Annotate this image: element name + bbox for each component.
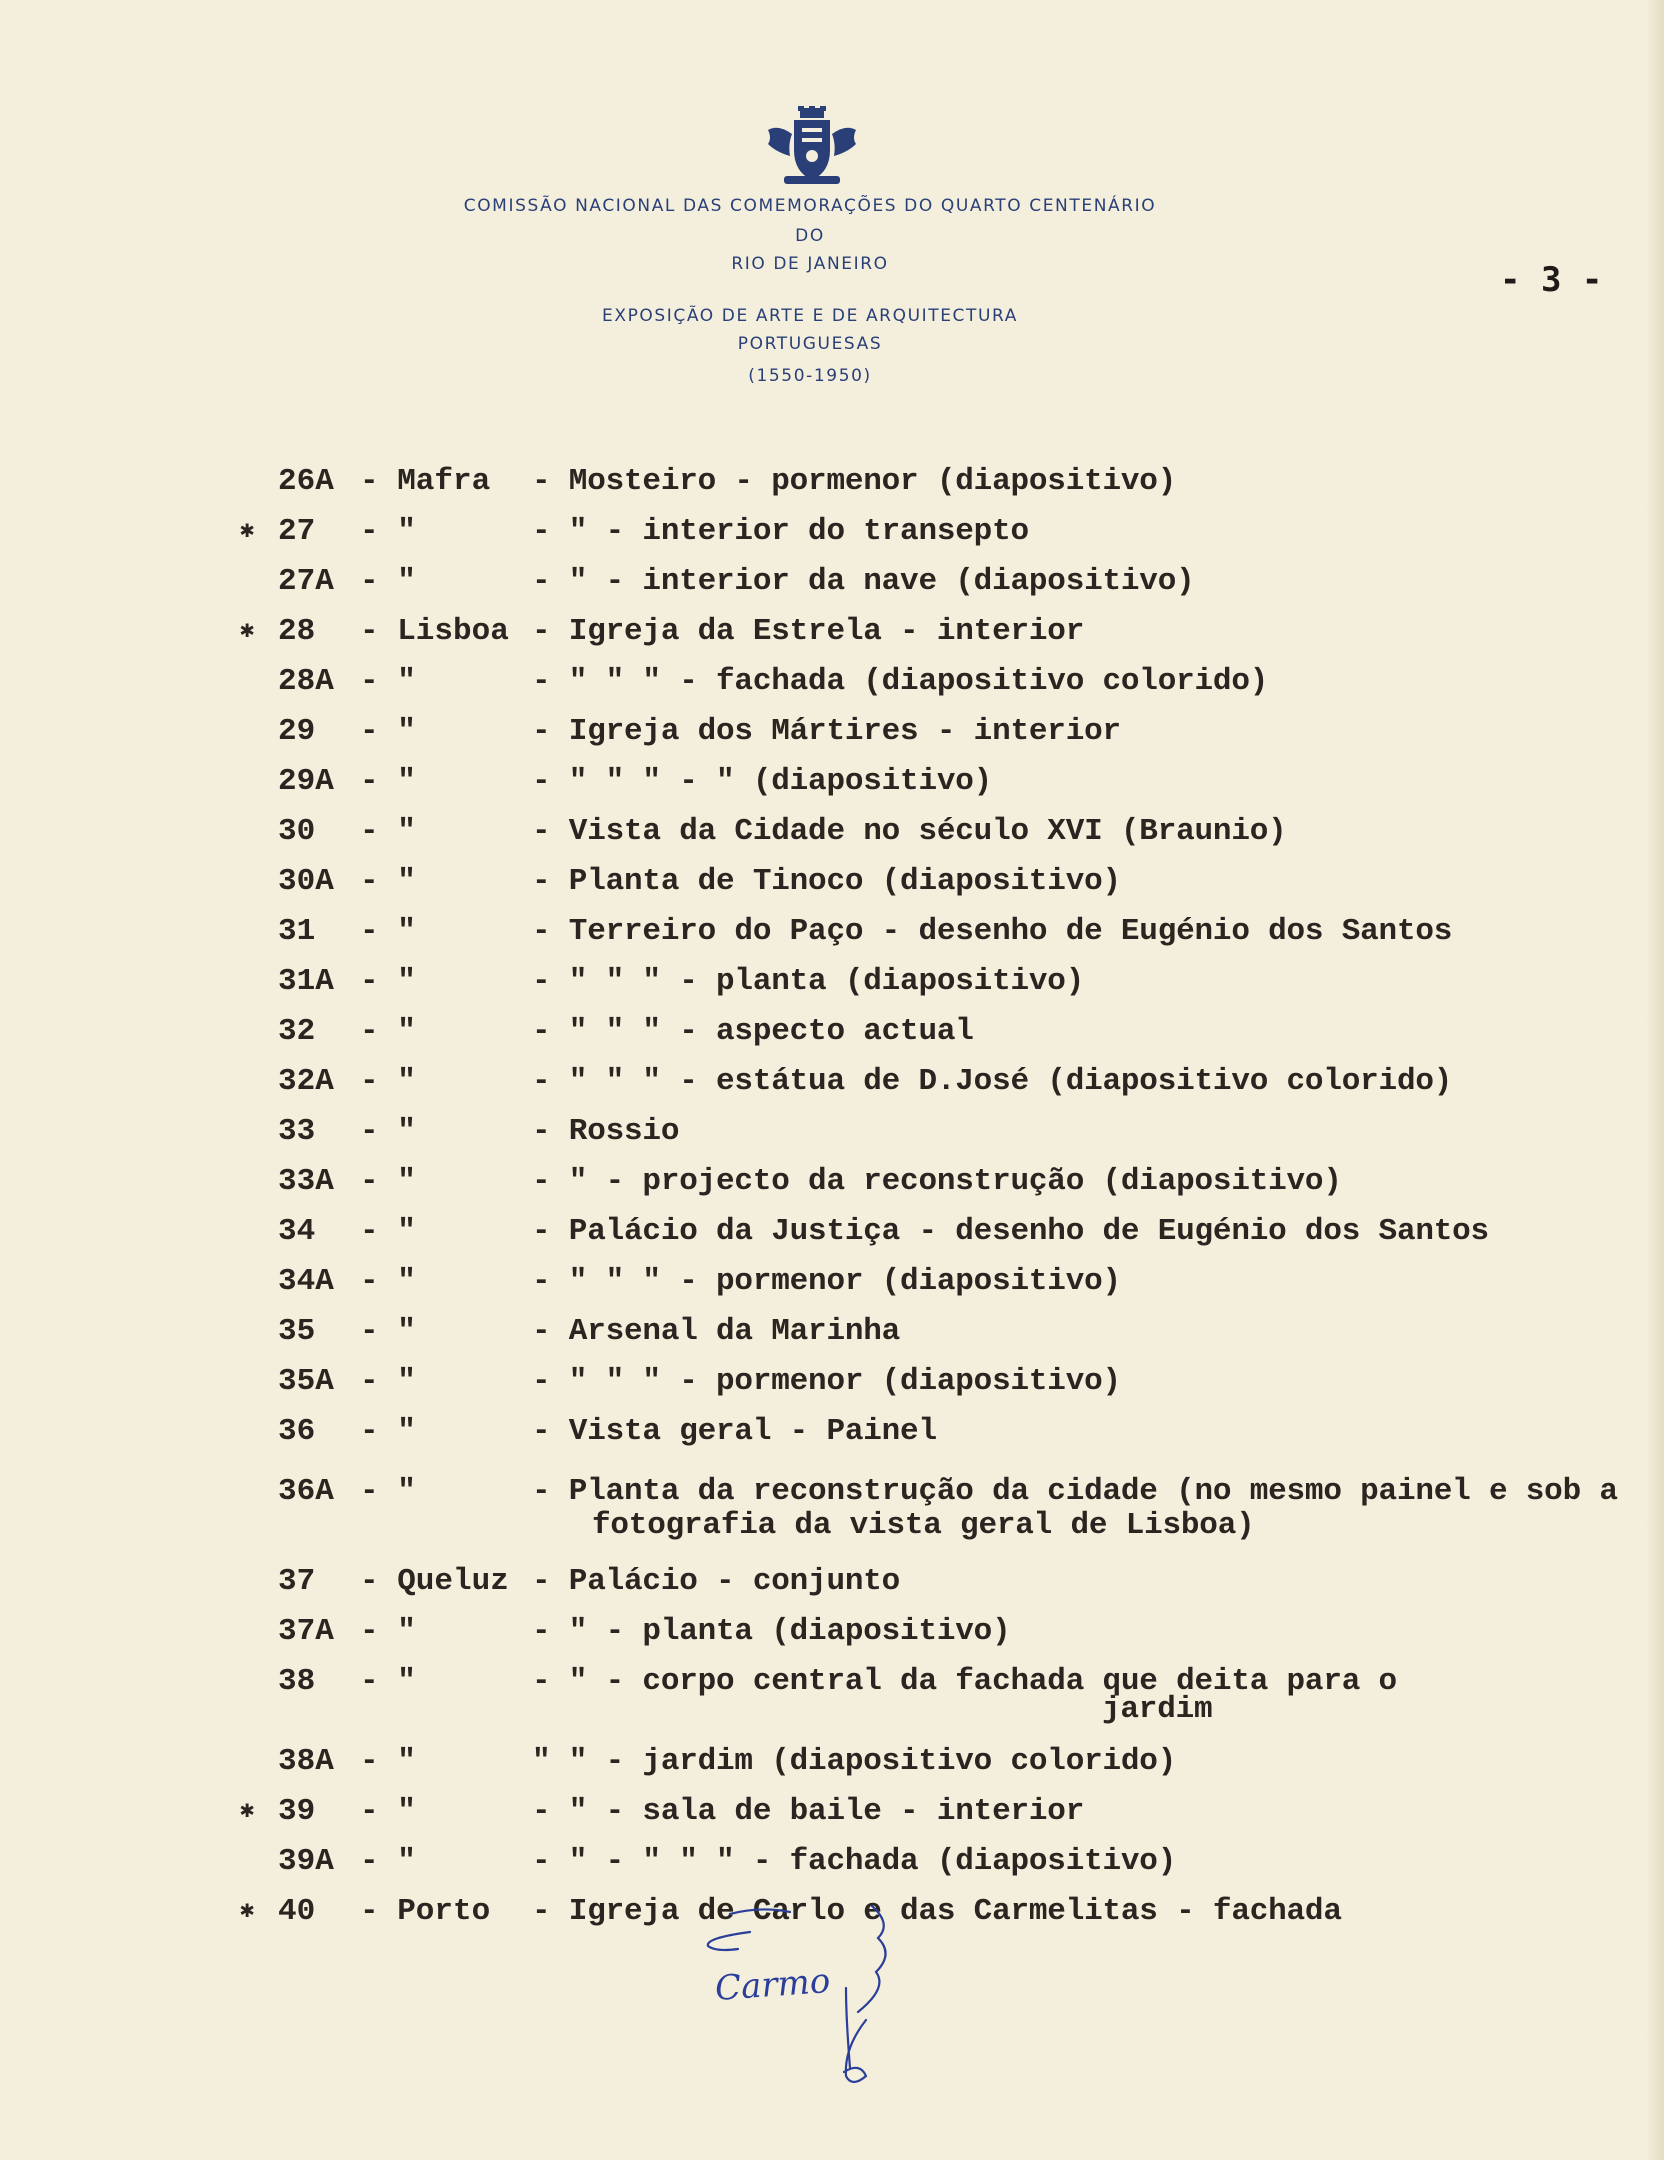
- list-item: [0, 562, 1664, 602]
- entry-description: - Igreja dos Mártires - interior: [532, 714, 1121, 749]
- entry-description: - Planta de Tinoco (diapositivo): [532, 864, 1121, 899]
- entry-number: 30A: [278, 864, 334, 899]
- entry-description: - Palácio da Justiça - desenho de Eugénio dos Santos: [532, 1214, 1489, 1249]
- entry-number: 39A: [278, 1844, 334, 1879]
- entry-place: - ": [360, 1794, 416, 1829]
- list-item: [0, 912, 1664, 952]
- entry-number: 36: [278, 1414, 316, 1449]
- entry-description: - " " " - estátua de D.José (diapositivo colorido): [532, 1064, 1453, 1099]
- entry-place: - ": [360, 1014, 416, 1049]
- entry-description: - " - interior da nave (diapositivo): [532, 564, 1195, 599]
- entry-place: - Porto: [360, 1894, 491, 1929]
- list-item: [0, 1792, 1664, 1832]
- entry-number: 31A: [278, 964, 334, 999]
- entry-number: 33: [278, 1114, 316, 1149]
- entry-38-continuation: jardim: [1102, 1692, 1213, 1727]
- entry-number: 28A: [278, 664, 334, 699]
- list-item: [0, 862, 1664, 902]
- entry-number: 38: [278, 1664, 316, 1699]
- entry-description: - " " " - planta (diapositivo): [532, 964, 1085, 999]
- entry-description: - Arsenal da Marinha: [532, 1314, 901, 1349]
- list-item: [0, 1162, 1664, 1202]
- list-item: [0, 1662, 1664, 1702]
- entry-number: 28: [278, 614, 316, 649]
- list-item: [0, 462, 1664, 502]
- entry-description: - " - " " " - fachada (diapositivo): [532, 1844, 1177, 1879]
- entry-number: 37A: [278, 1614, 334, 1649]
- entry-place: - ": [360, 764, 416, 799]
- entry-place: - ": [360, 1064, 416, 1099]
- entry-place: - Lisboa: [360, 614, 509, 649]
- entry-number: 35A: [278, 1364, 334, 1399]
- list-item: [0, 612, 1664, 652]
- list-item: [0, 1742, 1664, 1782]
- entry-number: 37: [278, 1564, 316, 1599]
- entry-number: 30: [278, 814, 316, 849]
- entry-description: - " " " - aspecto actual: [532, 1014, 974, 1049]
- entry-description: - Vista geral - Painel: [532, 1414, 937, 1449]
- exhibition-dates: (1550-1950): [748, 366, 872, 386]
- entry-description: - " - projecto da reconstrução (diapositivo): [532, 1164, 1342, 1199]
- entry-description: - " " " - " (diapositivo): [532, 764, 993, 799]
- entry-mark: ✱: [240, 518, 255, 545]
- entry-number: 27A: [278, 564, 334, 599]
- entry-description: - Planta da reconstrução da cidade (no mesmo painel e sob a: [532, 1474, 1618, 1509]
- entry-place: - ": [360, 864, 416, 899]
- entry-number: 39: [278, 1794, 316, 1829]
- list-item: [0, 1212, 1664, 1252]
- entry-description: - " - planta (diapositivo): [532, 1614, 1011, 1649]
- entry-description: - " " " - pormenor (diapositivo): [532, 1264, 1121, 1299]
- entry-place: - ": [360, 1414, 416, 1449]
- handwritten-note: Carmo: [713, 1961, 832, 2009]
- list-item: [0, 1312, 1664, 1352]
- entry-number: 26A: [278, 464, 334, 499]
- entry-place: - ": [360, 1364, 416, 1399]
- entry-number: 32: [278, 1014, 316, 1049]
- entry-number: 29: [278, 714, 316, 749]
- entry-mark: ✱: [240, 618, 255, 645]
- entry-36A-continuation: fotografia da vista geral de Lisboa): [592, 1508, 1255, 1543]
- entry-number: 27: [278, 514, 316, 549]
- entry-place: - ": [360, 814, 416, 849]
- coat-of-arms-icon: [764, 106, 860, 188]
- entry-description: - Igreja de Carlo e das Carmelitas - fachada: [532, 1894, 1342, 1929]
- entry-place: - ": [360, 514, 416, 549]
- entry-place: - ": [360, 1214, 416, 1249]
- list-item: [0, 1562, 1664, 1602]
- list-item: [0, 1612, 1664, 1652]
- entry-place: - ": [360, 1314, 416, 1349]
- entry-place: - ": [360, 1744, 416, 1779]
- entry-place: - ": [360, 664, 416, 699]
- list-item: [0, 512, 1664, 552]
- header-do: DO: [795, 226, 825, 246]
- list-item: [0, 812, 1664, 852]
- list-item: [0, 712, 1664, 752]
- entry-place: - ": [360, 1164, 416, 1199]
- entry-number: 34A: [278, 1264, 334, 1299]
- list-item: [0, 1842, 1664, 1882]
- entry-number: 36A: [278, 1474, 334, 1509]
- entry-number: 33A: [278, 1164, 334, 1199]
- entry-description: - " " " - fachada (diapositivo colorido): [532, 664, 1269, 699]
- entry-description: - " - sala de baile - interior: [532, 1794, 1085, 1829]
- entry-place: - Queluz: [360, 1564, 509, 1599]
- list-item: [0, 762, 1664, 802]
- entry-description: - Rossio: [532, 1114, 680, 1149]
- entry-number: 29A: [278, 764, 334, 799]
- entry-place: - ": [360, 1844, 416, 1879]
- entry-description: - Palácio - conjunto: [532, 1564, 901, 1599]
- entry-place: - ": [360, 1664, 416, 1699]
- exhibition-subtitle: PORTUGUESAS: [737, 334, 883, 354]
- entry-number: 32A: [278, 1064, 334, 1099]
- entry-place: - ": [360, 914, 416, 949]
- entry-number: 35: [278, 1314, 316, 1349]
- list-item: [0, 662, 1664, 702]
- entry-description: - Vista da Cidade no século XVI (Braunio): [532, 814, 1287, 849]
- entry-description: - Mosteiro - pormenor (diapositivo): [532, 464, 1177, 499]
- entry-number: 38A: [278, 1744, 334, 1779]
- list-item: [0, 1062, 1664, 1102]
- entry-place: - ": [360, 1264, 416, 1299]
- entry-place: - ": [360, 714, 416, 749]
- entry-description: - " - corpo central da fachada que deita para o: [532, 1664, 1397, 1699]
- entry-mark: ✱: [240, 1798, 255, 1825]
- list-item: [0, 1012, 1664, 1052]
- entry-mark: ✱: [240, 1898, 255, 1925]
- list-item: [0, 1112, 1664, 1152]
- entry-place: - ": [360, 964, 416, 999]
- entry-description: - Igreja da Estrela - interior: [532, 614, 1085, 649]
- header-city: RIO DE JANEIRO: [731, 254, 889, 274]
- entry-number: 31: [278, 914, 316, 949]
- entry-place: - ": [360, 1474, 416, 1509]
- list-item: [0, 962, 1664, 1002]
- entry-place: - ": [360, 564, 416, 599]
- list-item: [0, 1412, 1664, 1452]
- entry-description: - Terreiro do Paço - desenho de Eugénio dos Santos: [532, 914, 1453, 949]
- exhibition-title: EXPOSIÇÃO DE ARTE E DE ARQUITECTURA: [601, 306, 1018, 326]
- entry-number: 40: [278, 1894, 316, 1929]
- entry-number: 34: [278, 1214, 316, 1249]
- entry-place: - ": [360, 1614, 416, 1649]
- commission-name: COMISSÃO NACIONAL DAS COMEMORAÇÕES DO QUARTO CENTENÁRIO: [463, 196, 1157, 216]
- entry-description: - " - interior do transepto: [532, 514, 1029, 549]
- list-item: [0, 1362, 1664, 1402]
- entry-place: - ": [360, 1114, 416, 1149]
- list-item: [0, 1262, 1664, 1302]
- entry-place: - Mafra: [360, 464, 491, 499]
- entry-description: - " " " - pormenor (diapositivo): [532, 1364, 1121, 1399]
- page-number: - 3 -: [1500, 260, 1603, 300]
- entry-description: " " - jardim (diapositivo colorido): [532, 1744, 1177, 1779]
